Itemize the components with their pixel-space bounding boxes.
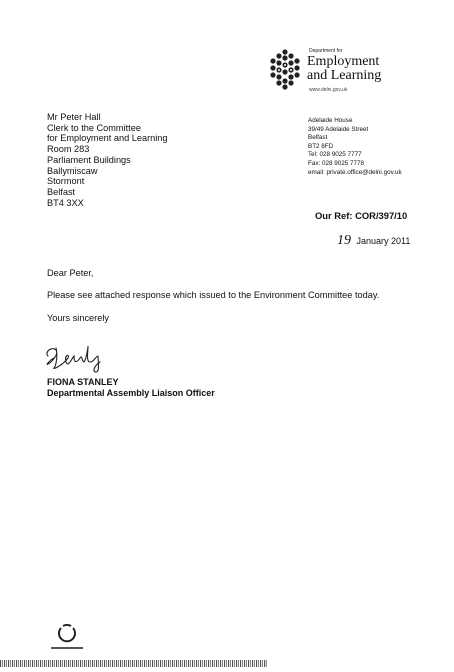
- sender-line: Adelaide House: [308, 117, 353, 124]
- recipient-line: Stormont: [47, 176, 85, 187]
- recipient-line: Clerk to the Committee: [47, 122, 141, 133]
- letter-date: [337, 233, 410, 249]
- recipient-line: Ballymiscaw: [47, 165, 98, 176]
- sender-line: BT2 8FD: [308, 142, 334, 150]
- date-day: 19: [337, 233, 351, 248]
- signatory-block: [47, 377, 215, 399]
- sender-line: Belfast: [308, 134, 328, 142]
- footer-standard-icon: [47, 622, 87, 652]
- recipient-address: [47, 112, 168, 208]
- recipient-line: BT4 3XX: [47, 197, 84, 208]
- recipient-line: for Employment and Learning: [47, 133, 168, 144]
- sender-line: email: private.office@delni.gov.uk: [308, 168, 402, 176]
- dept-name-line1: Employment: [307, 54, 380, 69]
- recipient-line: Mr Peter Hall: [47, 112, 101, 122]
- reference-number: Our Ref: COR/397/10: [315, 210, 408, 221]
- handwritten-signature: [42, 342, 112, 374]
- dept-name-line2: and Learning: [307, 68, 382, 83]
- sender-line: Tel: 028 9025 7777: [308, 151, 362, 159]
- dept-prefix: Department for: [309, 48, 343, 54]
- sender-line: Fax: 028 9025 7778: [308, 159, 365, 167]
- sender-line: 39/49 Adelaide Street: [308, 125, 369, 133]
- letter-closing: Yours sincerely: [47, 313, 109, 323]
- dept-name: [307, 55, 381, 83]
- letter-greeting: Dear Peter,: [47, 268, 94, 278]
- signatory-title: Departmental Assembly Liaison Officer: [47, 388, 215, 398]
- recipient-line: Belfast: [47, 186, 76, 197]
- footer-scan-bar: [0, 660, 268, 667]
- recipient-line: Room 283: [47, 144, 90, 155]
- signatory-name: FIONA STANLEY: [47, 377, 119, 387]
- letter-paragraph: Please see attached response which issued to the Environment Committee today.: [47, 290, 380, 300]
- date-month-year: January 2011: [356, 236, 411, 246]
- dept-website: www.delni.gov.uk: [309, 87, 348, 93]
- recipient-line: Parliament Buildings: [47, 154, 131, 165]
- sender-address: [308, 117, 402, 177]
- department-logo-icon: [268, 48, 302, 90]
